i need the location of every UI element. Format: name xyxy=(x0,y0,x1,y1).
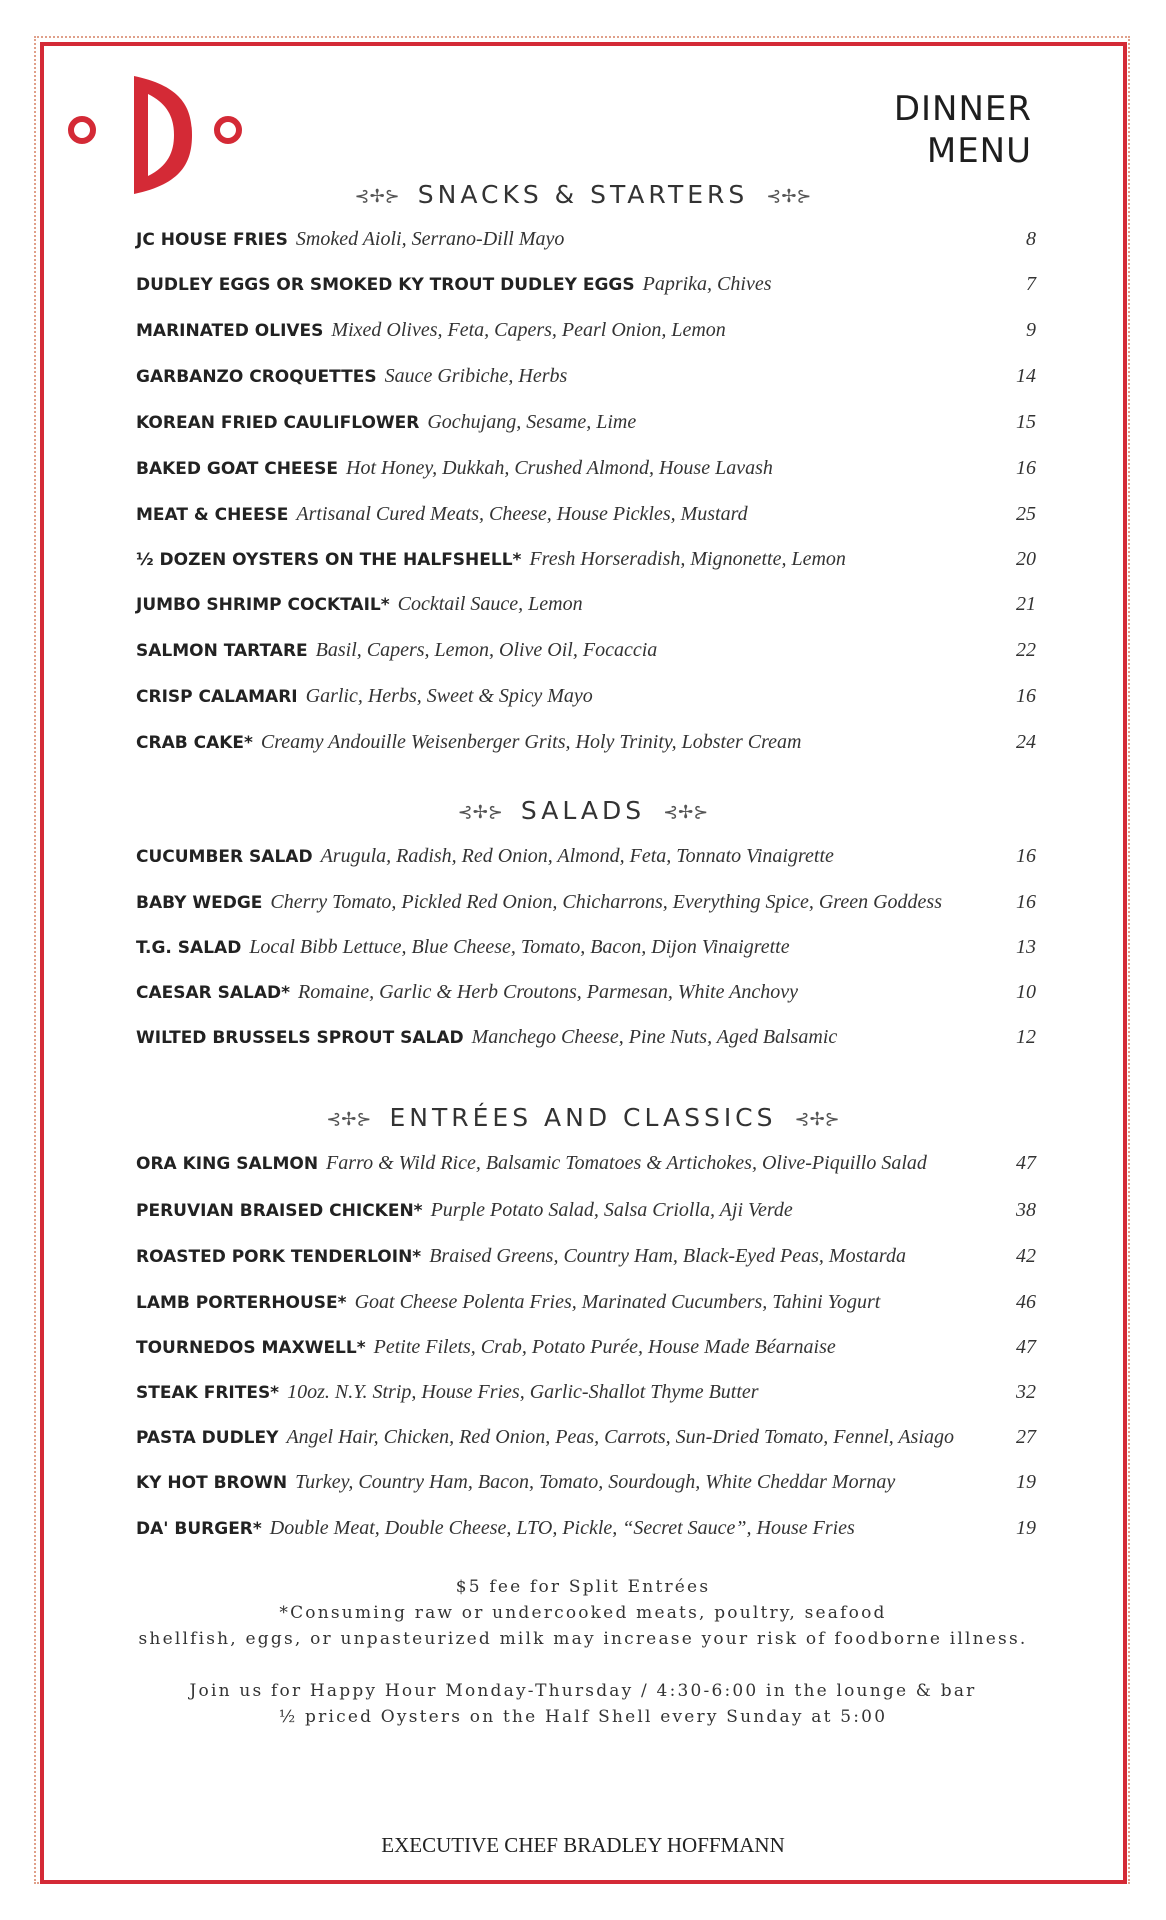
item-desc: Farro & Wild Rice, Balsamic Tomatoes & Artichokes, Olive-Piquillo Salad xyxy=(326,1152,927,1174)
item-price: 8 xyxy=(1026,228,1036,250)
menu-item xyxy=(136,1426,1036,1456)
menu-item xyxy=(136,891,1036,921)
item-price: 38 xyxy=(1016,1199,1036,1221)
section-title-entrees-label: ENTRÉES AND CLASSICS xyxy=(389,1103,777,1132)
item-name: BAKED GOAT CHEESE xyxy=(136,459,339,479)
menu-item xyxy=(136,1152,1036,1182)
menu-title xyxy=(894,88,1032,172)
item-desc: Manchego Cheese, Pine Nuts, Aged Balsamic xyxy=(471,1026,838,1048)
item-desc: 10oz. N.Y. Strip, House Fries, Garlic-Shallot Thyme Butter xyxy=(287,1381,759,1403)
menu-item xyxy=(136,457,1036,487)
menu-item xyxy=(136,593,1036,623)
item-price: 46 xyxy=(1016,1291,1036,1313)
item-name: PASTA DUDLEY xyxy=(136,1428,279,1448)
item-name: T.G. SALAD xyxy=(136,938,242,958)
ornament-right-icon: ⊰✢⊱ xyxy=(794,1108,840,1130)
oyster-note: ½ priced Oysters on the Half Shell every Sunday at 5:00 xyxy=(278,1707,888,1727)
item-desc: Double Meat, Double Cheese, LTO, Pickle, “Secret Sauce”, House Fries xyxy=(269,1517,855,1539)
item-name: MARINATED OLIVES xyxy=(136,321,324,341)
menu-item xyxy=(136,228,1036,258)
item-price: 20 xyxy=(1016,548,1036,570)
menu-item xyxy=(136,1245,1036,1275)
item-price: 25 xyxy=(1016,503,1036,525)
menu-item xyxy=(136,1199,1036,1229)
item-name: ½ DOZEN OYSTERS ON THE HALFSHELL* xyxy=(136,550,522,570)
item-name: SALMON TARTARE xyxy=(136,641,308,661)
logo-right-dot xyxy=(217,119,239,141)
menu-item xyxy=(136,685,1036,715)
item-price: 16 xyxy=(1016,891,1036,913)
item-name: GARBANZO CROQUETTES xyxy=(136,367,377,387)
item-price: 47 xyxy=(1016,1336,1036,1358)
item-name: WILTED BRUSSELS SPROUT SALAD xyxy=(136,1028,464,1048)
item-name: TOURNEDOS MAXWELL* xyxy=(136,1338,366,1358)
item-name: LAMB PORTERHOUSE* xyxy=(136,1293,347,1313)
menu-item xyxy=(136,411,1036,441)
item-name: DA' BURGER* xyxy=(136,1519,262,1539)
item-price: 22 xyxy=(1016,639,1036,661)
item-name: JC HOUSE FRIES xyxy=(136,230,288,250)
item-name: ROASTED PORK TENDERLOIN* xyxy=(136,1247,422,1267)
item-name: ORA KING SALMON xyxy=(136,1154,319,1174)
menu-item xyxy=(136,981,1036,1011)
item-price: 21 xyxy=(1016,593,1036,615)
item-name: MEAT & CHEESE xyxy=(136,505,289,525)
consumption-warning-2: shellfish, eggs, or unpasteurized milk may increase your risk of foodborne illness. xyxy=(138,1629,1028,1649)
item-price: 19 xyxy=(1016,1517,1036,1539)
item-price: 42 xyxy=(1016,1245,1036,1267)
menu-title-line2: MENU xyxy=(926,131,1032,171)
item-desc: Creamy Andouille Weisenberger Grits, Holy Trinity, Lobster Cream xyxy=(260,731,802,753)
item-desc: Mixed Olives, Feta, Capers, Pearl Onion, Lemon xyxy=(331,319,726,341)
item-name: CRAB CAKE* xyxy=(136,733,253,753)
item-price: 7 xyxy=(1026,273,1036,295)
item-price: 16 xyxy=(1016,845,1036,867)
ornament-right-icon: ⊰✢⊱ xyxy=(663,801,709,823)
item-name: PERUVIAN BRAISED CHICKEN* xyxy=(136,1201,423,1221)
item-desc: Local Bibb Lettuce, Blue Cheese, Tomato, Bacon, Dijon Vinaigrette xyxy=(249,936,790,958)
item-price: 16 xyxy=(1016,457,1036,479)
section-title-salads-label: SALADS xyxy=(520,796,646,825)
item-desc: Sauce Gribiche, Herbs xyxy=(384,365,568,387)
item-price: 27 xyxy=(1016,1426,1036,1448)
item-price: 47 xyxy=(1016,1152,1036,1174)
item-price: 19 xyxy=(1016,1471,1036,1493)
menu-item xyxy=(136,365,1036,395)
ornament-right-icon: ⊰✢⊱ xyxy=(766,185,812,207)
item-desc: Basil, Capers, Lemon, Olive Oil, Focaccia xyxy=(315,639,658,661)
item-price: 13 xyxy=(1016,936,1036,958)
section-title-entrees xyxy=(0,1103,1166,1132)
menu-item xyxy=(136,731,1036,761)
menu-item xyxy=(136,1291,1036,1321)
item-desc: Gochujang, Sesame, Lime xyxy=(427,411,637,433)
item-name: BABY WEDGE xyxy=(136,893,263,913)
item-desc: Cherry Tomato, Pickled Red Onion, Chicharrons, Everything Spice, Green Goddess xyxy=(270,891,942,913)
item-desc: Hot Honey, Dukkah, Crushed Almond, House Lavash xyxy=(346,457,773,479)
menu-item xyxy=(136,319,1036,349)
item-name: STEAK FRITES* xyxy=(136,1383,280,1403)
menu-item xyxy=(136,1517,1036,1547)
item-price: 24 xyxy=(1016,731,1036,753)
item-price: 10 xyxy=(1016,981,1036,1003)
section-title-salads xyxy=(0,796,1166,825)
consumption-warning-1: *Consuming raw or undercooked meats, poultry, seafood xyxy=(279,1603,887,1623)
item-desc: Smoked Aioli, Serrano-Dill Mayo xyxy=(295,228,565,250)
item-name: KOREAN FRIED CAULIFLOWER xyxy=(136,413,420,433)
item-desc: Garlic, Herbs, Sweet & Spicy Mayo xyxy=(305,685,593,707)
menu-item xyxy=(136,1026,1036,1056)
section-title-snacks-label: SNACKS & STARTERS xyxy=(417,180,749,209)
ornament-left-icon: ⊰✢⊱ xyxy=(354,185,400,207)
item-desc: Artisanal Cured Meats, Cheese, House Pickles, Mustard xyxy=(296,503,748,525)
item-name: KY HOT BROWN xyxy=(136,1473,288,1493)
item-desc: Petite Filets, Crab, Potato Purée, House Made Béarnaise xyxy=(373,1336,836,1358)
item-price: 16 xyxy=(1016,685,1036,707)
executive-chef: EXECUTIVE CHEF BRADLEY HOFFMANN xyxy=(381,1833,785,1857)
happy-hour-block xyxy=(0,1678,1166,1730)
menu-item xyxy=(136,1471,1036,1501)
item-desc: Paprika, Chives xyxy=(642,273,772,295)
item-price: 9 xyxy=(1026,319,1036,341)
item-name: DUDLEY EGGS OR SMOKED KY TROUT DUDLEY EGGS xyxy=(136,275,635,295)
notes-block xyxy=(0,1574,1166,1652)
menu-item xyxy=(136,273,1036,303)
menu-item xyxy=(136,639,1036,669)
menu-item xyxy=(136,1336,1036,1366)
item-price: 14 xyxy=(1016,365,1036,387)
logo-left-dot xyxy=(71,119,93,141)
item-desc: Purple Potato Salad, Salsa Criolla, Aji Verde xyxy=(430,1199,793,1221)
item-desc: Romaine, Garlic & Herb Croutons, Parmesan, White Anchovy xyxy=(298,981,798,1003)
happy-hour-note: Join us for Happy Hour Monday-Thursday / 4:30-6:00 in the lounge & bar xyxy=(189,1681,977,1701)
item-name: JUMBO SHRIMP COCKTAIL* xyxy=(136,595,390,615)
item-name: CRISP CALAMARI xyxy=(136,687,298,707)
item-name: CAESAR SALAD* xyxy=(136,983,291,1003)
item-desc: Cocktail Sauce, Lemon xyxy=(397,593,583,615)
item-price: 15 xyxy=(1016,411,1036,433)
item-name: CUCUMBER SALAD xyxy=(136,847,313,867)
menu-item xyxy=(136,845,1036,875)
item-desc: Arugula, Radish, Red Onion, Almond, Feta, Tonnato Vinaigrette xyxy=(320,845,834,867)
item-desc: Fresh Horseradish, Mignonette, Lemon xyxy=(529,548,846,570)
item-desc: Goat Cheese Polenta Fries, Marinated Cucumbers, Tahini Yogurt xyxy=(354,1291,881,1313)
menu-item xyxy=(136,503,1036,533)
item-desc: Angel Hair, Chicken, Red Onion, Peas, Carrots, Sun-Dried Tomato, Fennel, Asiago xyxy=(286,1426,954,1448)
menu-item xyxy=(136,548,1036,578)
section-title-snacks xyxy=(0,180,1166,209)
menu-title-line1: DINNER xyxy=(893,89,1032,129)
split-fee-note: $5 fee for Split Entrées xyxy=(455,1577,711,1597)
item-price: 32 xyxy=(1016,1381,1036,1403)
menu-item xyxy=(136,1381,1036,1411)
ornament-left-icon: ⊰✢⊱ xyxy=(326,1108,372,1130)
ornament-left-icon: ⊰✢⊱ xyxy=(457,801,503,823)
item-desc: Braised Greens, Country Ham, Black-Eyed Peas, Mostarda xyxy=(429,1245,906,1267)
item-price: 12 xyxy=(1016,1026,1036,1048)
menu-item xyxy=(136,936,1036,966)
logo-d-letter xyxy=(134,76,192,194)
item-desc: Turkey, Country Ham, Bacon, Tomato, Sourdough, White Cheddar Mornay xyxy=(295,1471,896,1493)
